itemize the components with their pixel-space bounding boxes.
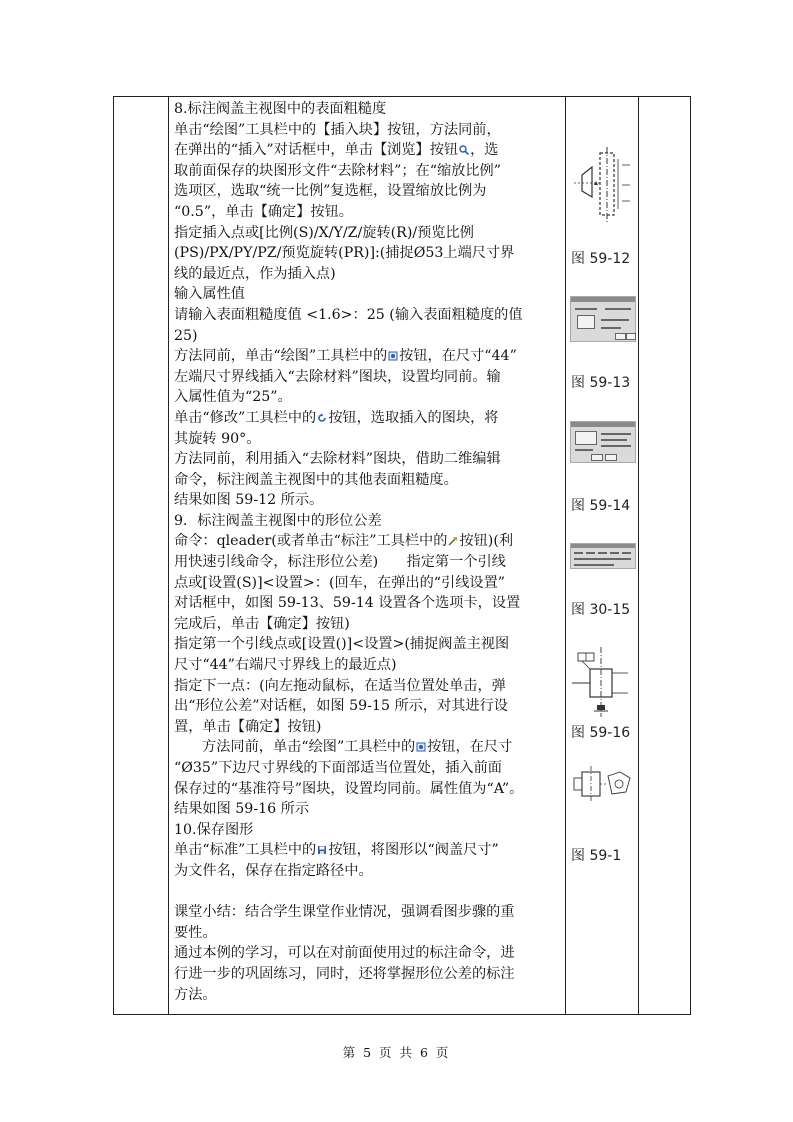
text-line: 单击“绘图”工具栏中的【插入块】按钮，方法同前， (174, 121, 501, 138)
text-line: 用快速引线命令，标注形位公差) 指定第一个引线 (174, 554, 506, 571)
figure-59-1-label: 图 59-1 (571, 848, 622, 864)
text-line: 指定下一点：(向左拖动鼠标，在适当位置处单击，弹 (174, 677, 506, 694)
step-8-heading (174, 99, 560, 120)
text-line: 方法同前，单击“绘图”工具栏中的 (174, 348, 388, 365)
figure-list (566, 97, 638, 1014)
text-line: 按钮，在尺寸“44” (399, 348, 517, 365)
text-line: “Ø35”下边尺寸界线的下面部适当位置处，插入前面 (174, 760, 502, 776)
paragraph (174, 449, 560, 470)
figure-59-16-label: 图 59-16 (571, 725, 631, 741)
browse-icon (459, 145, 469, 155)
dialog-line (601, 319, 629, 321)
paragraph (174, 840, 560, 861)
text-line: 完成后，单击【确定】按钮) (174, 615, 350, 632)
blank-column-right (639, 97, 691, 1015)
blank-line (174, 882, 560, 903)
paragraph (174, 964, 560, 985)
insert-block-icon (416, 742, 426, 752)
dialog-button (605, 454, 617, 461)
figure-30-15-screenshot (570, 543, 636, 569)
paragraph (174, 140, 560, 161)
text-line: 请输入表面粗糙度值 <1.6>：25 (输入表面粗糙度的值 (174, 306, 523, 323)
paragraph (174, 758, 560, 779)
dialog-line (574, 564, 614, 566)
paragraph (174, 696, 560, 717)
paragraph (174, 202, 560, 223)
text-line: 选项区，选取“统一比例”复选框，设置缩放比例为 (174, 183, 487, 200)
text-line: 在弹出的“插入”对话框中，单击【浏览】按钮 (174, 142, 459, 159)
paragraph (174, 161, 560, 182)
dialog-line (605, 308, 631, 310)
text-line: 按钮，将图形以“阀盖尺寸” (328, 842, 499, 859)
figure-59-1-drawing (570, 764, 634, 804)
text-line: 行进一步的巩固练习，同时，还将掌握形位公差的标注 (174, 965, 515, 982)
text-line: 按钮，选取插入的图块，将 (328, 409, 499, 426)
figure-59-14-screenshot (570, 421, 636, 463)
figure-30-15-label: 图 30-15 (571, 602, 631, 618)
text-line: 方法同前，单击“绘图”工具栏中的 (202, 739, 416, 756)
text-line: 尺寸“44”右端尺寸界线上的最近点) (174, 657, 397, 674)
paragraph (174, 408, 560, 429)
save-icon (317, 845, 327, 855)
paragraph (174, 985, 560, 1006)
text-line: 结果如图 59-12 所示。 (174, 492, 324, 509)
paragraph (174, 634, 560, 655)
paragraph (174, 943, 560, 964)
paragraph (174, 367, 560, 388)
paragraph (174, 779, 560, 800)
text-line: 线的最近点，作为插入点) (174, 265, 336, 282)
paragraph (174, 284, 560, 305)
paragraph (174, 593, 560, 614)
text-line: 25) (174, 327, 198, 344)
text-line: 9．标注阀盖主视图中的形位公差 (174, 512, 382, 529)
text-line: 单击“标准”工具栏中的 (174, 842, 317, 859)
dialog-preview-box (577, 315, 595, 329)
paragraph (174, 243, 560, 264)
text-line: 方法同前，利用插入“去除材料”图块，借助二维编辑 (174, 451, 501, 468)
text-line: 命令，标注阀盖主视图中的其他表面粗糙度。 (174, 471, 458, 488)
dialog-button (591, 454, 603, 461)
text-line: 点或[设置(S)]<设置>：(回车，在弹出的“引线设置” (174, 574, 506, 591)
paragraph (174, 531, 560, 552)
dialog-line (610, 552, 619, 554)
paragraph (174, 614, 560, 635)
text-line: 出“形位公差”对话框，如图 59-15 所示，对其进行设 (174, 698, 508, 715)
dialog-line (586, 552, 595, 554)
text-line: 按钮，在尺寸 (427, 739, 513, 756)
text-line: 按钮)(利 (459, 533, 514, 550)
dialog-preview-box (575, 431, 597, 445)
text-line: ，选 (470, 142, 499, 159)
paragraph (174, 902, 560, 923)
dialog-line (598, 552, 607, 554)
text-line: 方法。 (174, 986, 217, 1003)
paragraph (174, 326, 560, 347)
paragraph (174, 717, 560, 738)
rotate-icon (317, 413, 327, 423)
blank-column-left (114, 97, 169, 1015)
text-line: 对话框中，如图 59-13、59-14 设置各个选项卡，设置 (174, 595, 521, 612)
figure-59-13-label: 图 59-13 (571, 375, 631, 391)
dialog-line (574, 558, 631, 560)
paragraph (174, 264, 560, 285)
figure-59-14-label: 图 59-14 (571, 498, 631, 514)
dialog-title-bar (571, 544, 635, 548)
figure-59-12-label: 图 59-12 (571, 251, 631, 267)
paragraph (174, 346, 560, 367)
paragraph (174, 470, 560, 491)
text-line: 10.保存图形 (174, 821, 254, 838)
figure-59-12-drawing (570, 145, 634, 233)
step-9-heading (174, 511, 560, 532)
text-line: 8.标注阀盖主视图中的表面粗糙度 (174, 101, 387, 117)
text-line: 指定第一个引线点或[设置()]<设置>(捕捉阀盖主视图 (174, 636, 510, 653)
text-line: 指定插入点或[比例(S)/X/Y/Z/旋转(R)/预览比例 (174, 224, 474, 241)
text-line: 置，单击【确定】按钮) (174, 718, 322, 735)
text-line: 左端尺寸界线插入“去除材料”图块，设置均同前。输 (174, 368, 501, 385)
dialog-line (575, 449, 593, 451)
dialog-line (574, 552, 583, 554)
paragraph (174, 676, 560, 697)
dialog-line (601, 433, 631, 435)
figure-column (566, 97, 639, 1015)
text-line: 取前面保存的块图形文件“去除材料”；在“缩放比例” (174, 162, 501, 179)
text-line: 为文件名，保存在指定路径中。 (174, 862, 373, 879)
paragraph (174, 120, 560, 141)
lesson-table (113, 96, 691, 1015)
paragraph (174, 223, 560, 244)
figure-59-13-screenshot (570, 296, 636, 342)
paragraph (174, 923, 560, 944)
paragraph (174, 861, 560, 882)
dialog-line (601, 439, 627, 441)
paragraph (174, 181, 560, 202)
paragraph (174, 799, 560, 820)
text-line: 入属性值为“25”。 (174, 389, 292, 406)
text-line: 通过本例的学习，可以在对前面使用过的标注命令，进 (174, 945, 515, 962)
text-line: 结果如图 59-16 所示 (174, 801, 310, 818)
dialog-line (622, 552, 631, 554)
dialog-line (601, 445, 631, 447)
dialog-line (601, 327, 621, 329)
paragraph (174, 655, 560, 676)
page-footer: 第 5 页 共 6 页 (342, 1045, 451, 1060)
text-line: 单击“修改”工具栏中的 (174, 409, 317, 426)
dialog-line (575, 308, 597, 310)
paragraph (174, 387, 560, 408)
content-cell (169, 97, 566, 1015)
text-line: 命令：qleader(或者单击“标注”工具栏中的 (174, 533, 448, 550)
paragraph (174, 490, 560, 511)
paragraph (174, 552, 560, 573)
text-line: “0.5”，单击【确定】按钮。 (174, 203, 353, 220)
text-line: 输入属性值 (174, 286, 245, 303)
figure-59-16-drawing (570, 643, 634, 719)
dialog-button (626, 333, 636, 340)
text-line: 保存过的“基准符号”图块，设置均同前。属性值为“A”。 (174, 780, 524, 797)
text-line: (PS)/PX/PY/PZ/预览旋转(PR)]:(捕捉Ø53上端尺寸界 (174, 245, 515, 262)
paragraph (174, 737, 560, 758)
text-line: 课堂小结：结合学生课堂作业情况，强调看图步骤的重 (174, 904, 515, 921)
insert-block-icon (388, 351, 398, 361)
paragraph (174, 429, 560, 450)
lesson-content (169, 97, 565, 1014)
paragraph (174, 305, 560, 326)
text-line: 要性。 (174, 924, 217, 941)
dialog-title-bar (571, 422, 635, 427)
leader-icon (448, 536, 458, 546)
paragraph (174, 573, 560, 594)
text-line: 其旋转 90°。 (174, 430, 261, 447)
dialog-button (615, 333, 626, 340)
step-10-heading (174, 820, 560, 841)
dialog-title-bar (571, 297, 635, 302)
